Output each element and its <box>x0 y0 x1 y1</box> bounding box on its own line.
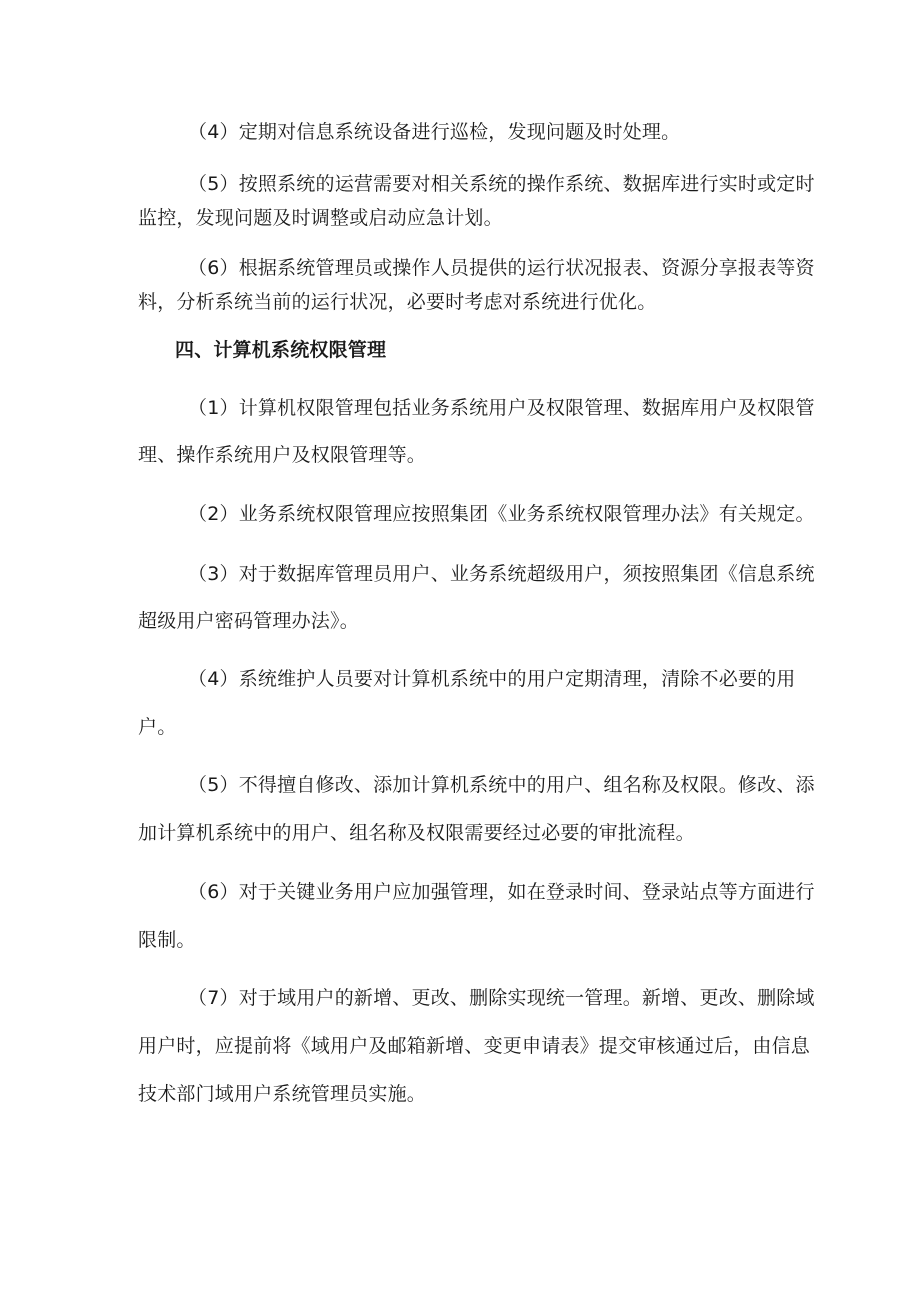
permission-item-1-line-2: 理、操作系统用户及权限管理等。 <box>138 444 427 466</box>
permission-item-2: （2）业务系统权限管理应按照集团《业务系统权限管理办法》有关规定。 <box>188 503 815 525</box>
item-6-optimization-line-2: 料，分析系统当前的运行状况，必要时考虑对系统进行优化。 <box>138 291 657 313</box>
section-heading: 四、计算机系统权限管理 <box>175 339 387 361</box>
item-6-optimization-line-1: （6）根据系统管理员或操作人员提供的运行状况报表、资源分享报表等资 <box>188 257 815 279</box>
item-4-inspection: （4）定期对信息系统设备进行巡检，发现问题及时处理。 <box>188 121 681 143</box>
permission-item-3-line-2: 超级用户密码管理办法》。 <box>138 610 359 632</box>
permission-item-5-line-2: 加计算机系统中的用户、组名称及权限需要经过必要的审批流程。 <box>138 822 695 844</box>
permission-item-4-line-2: 户。 <box>138 716 177 738</box>
permission-item-6-line-2: 限制。 <box>138 929 196 951</box>
permission-item-3-line-1: （3）对于数据库管理员用户、业务系统超级用户，须按照集团《信息系统 <box>188 563 815 585</box>
permission-item-7-line-2: 用户时，应提前将《域用户及邮箱新增、变更申请表》提交审核通过后，由信息 <box>138 1035 811 1057</box>
permission-item-5-line-1: （5）不得擅自修改、添加计算机系统中的用户、组名称及权限。修改、添 <box>188 774 815 796</box>
item-5-monitoring-line-1: （5）按照系统的运营需要对相关系统的操作系统、数据库进行实时或定时 <box>188 173 815 195</box>
item-5-monitoring-line-2: 监控，发现问题及时调整或启动应急计划。 <box>138 207 503 229</box>
permission-item-7-line-3: 技术部门域用户系统管理员实施。 <box>138 1083 427 1105</box>
permission-item-6-line-1: （6）对于关键业务用户应加强管理，如在登录时间、登录站点等方面进行 <box>188 881 815 903</box>
permission-item-4-line-1: （4）系统维护人员要对计算机系统中的用户定期清理，清除不必要的用 <box>188 668 796 690</box>
permission-item-7-line-1: （7）对于域用户的新增、更改、删除实现统一管理。新增、更改、删除域 <box>188 987 815 1009</box>
permission-item-1-line-1: （1）计算机权限管理包括业务系统用户及权限管理、数据库用户及权限管 <box>188 397 815 419</box>
